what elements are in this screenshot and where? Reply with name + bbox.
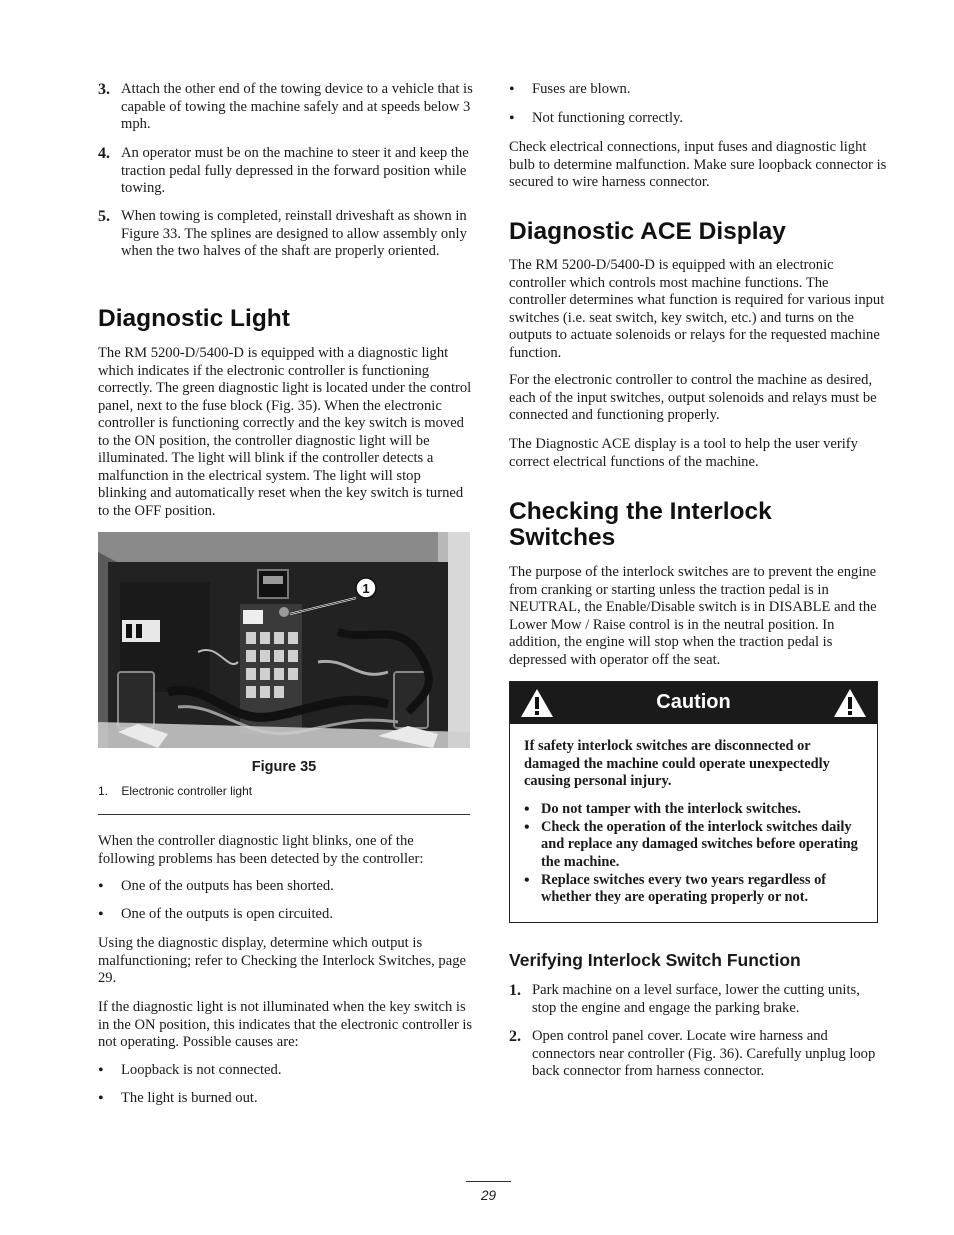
- caution-header: [510, 682, 877, 724]
- bullet-item: • One of the outputs is open circuited.: [98, 906, 333, 923]
- page-number: 29: [480, 1188, 497, 1203]
- step-4: 4. An operator must be on the machine to steer it and keep the traction pedal fully depressed in the forward position while towing.: [98, 145, 469, 196]
- caution-bullet: • Do not tamper with the interlock switches.: [524, 800, 801, 818]
- verify-step-2: 2. Open control panel cover. Locate wire harness and connectors near controller (Fig. 36). Carefully unplug loop back connector from harness connector.: [509, 1028, 876, 1079]
- caution-bullet: • Check the operation of the interlock switches daily and replace any damaged switches before operating the machine.: [524, 818, 858, 870]
- caution-bullet: • Replace switches every two years regardless of whether they are operating properly or not.: [524, 871, 827, 906]
- section-heading-diagnostic-ace: Diagnostic ACE Display: [509, 218, 786, 245]
- check-connections-paragraph: Check electrical connections, input fuses and diagnostic light bulb to determine malfunction. Make sure loopback connector is secured to wire harness connector.: [509, 139, 887, 190]
- ace-paragraph-2: For the electronic controller to control the machine as desired, each of the input switches, output solenoids and relays must be connected and functioning properly.: [509, 372, 877, 423]
- ace-paragraph-1: The RM 5200-D/5400-D is equipped with an electronic controller which controls most machine functions. The controller determines what function is required for various input switches (i.e. seat switch, key switch, etc.) and turns on the outputs to actuate solenoids or relays for the requested machine function.: [509, 257, 885, 361]
- footer-rule: [466, 1181, 511, 1182]
- using-display-paragraph: Using the diagnostic display, determine which output is malfunctioning; refer to Checking the Interlock Switches, page 29.: [98, 935, 466, 986]
- not-illuminated-paragraph: If the diagnostic light is not illuminated when the key switch is in the ON position, this indicates that the electronic controller is not operating. Possible causes are:: [98, 999, 473, 1050]
- bullet-item: • One of the outputs has been shorted.: [98, 878, 334, 895]
- caption-number: 1.: [98, 784, 109, 798]
- diagnostic-light-paragraph: The RM 5200-D/5400-D is equipped with a diagnostic light which indicates if the electronic controller is functioning correctly. The green diagnostic light is located under the control panel, next to the fuse block (Fig. 35). When the electronic controller is functioning correctly and the key switch is moved to the ON position, the controller diagnostic light will be illuminated. The light will blink if the controller detects a malfunction in the electrical system. The light will stop blinking and automatically reset when the key switch is turned to the OFF position.: [98, 345, 472, 519]
- step-5: 5. When towing is completed, reinstall driveshaft as shown in Figure 33. The splines are designed to allow assembly only when the two halves of the shaft are properly oriented.: [98, 208, 467, 259]
- caution-title: Caution: [656, 691, 731, 713]
- bullet-item: • The light is burned out.: [98, 1090, 258, 1107]
- figure-35-caption: [98, 784, 252, 798]
- bullet-item: • Loopback is not connected.: [98, 1062, 282, 1079]
- caution-intro: If safety interlock switches are disconnected or damaged the machine could operate unexpectedly causing personal injury.: [524, 738, 830, 790]
- section-heading-diagnostic-light: Diagnostic Light: [98, 305, 290, 332]
- bullet-item: • Fuses are blown.: [509, 81, 631, 98]
- warning-triangle-icon: [833, 688, 867, 718]
- section-heading-interlock: Checking the Interlock Switches: [509, 498, 772, 551]
- subheading-verify-interlock: Verifying Interlock Switch Function: [509, 950, 801, 970]
- caution-box: [509, 681, 878, 923]
- interlock-paragraph: The purpose of the interlock switches are to prevent the engine from cranking or starting unless the traction pedal is in NEUTRAL, the Enable/Disable switch is in DISABLE and the Lower Mow / Raise control is in the neutral position. In addition, the engine will stop when the traction pedal is depressed with operator off the seat.: [509, 564, 877, 668]
- figure-35-title: Figure 35: [251, 759, 317, 775]
- caution-body: [524, 738, 864, 907]
- blink-paragraph: When the controller diagnostic light blinks, one of the following problems has been detected by the controller:: [98, 833, 424, 867]
- step-3: 3. Attach the other end of the towing device to a vehicle that is capable of towing the machine safely and at speeds below 3 mph.: [98, 81, 473, 132]
- figure-35-photo: [98, 532, 470, 748]
- figure-divider: [98, 814, 470, 815]
- ace-paragraph-3: The Diagnostic ACE display is a tool to help the user verify correct electrical functions of the machine.: [509, 436, 858, 470]
- caption-text: Electronic controller light: [121, 784, 253, 798]
- bullet-item: • Not functioning correctly.: [509, 110, 684, 127]
- figure-callout-1: 1: [362, 581, 370, 596]
- verify-step-1: 1. Park machine on a level surface, lower the cutting units, stop the engine and engage the parking brake.: [509, 982, 860, 1016]
